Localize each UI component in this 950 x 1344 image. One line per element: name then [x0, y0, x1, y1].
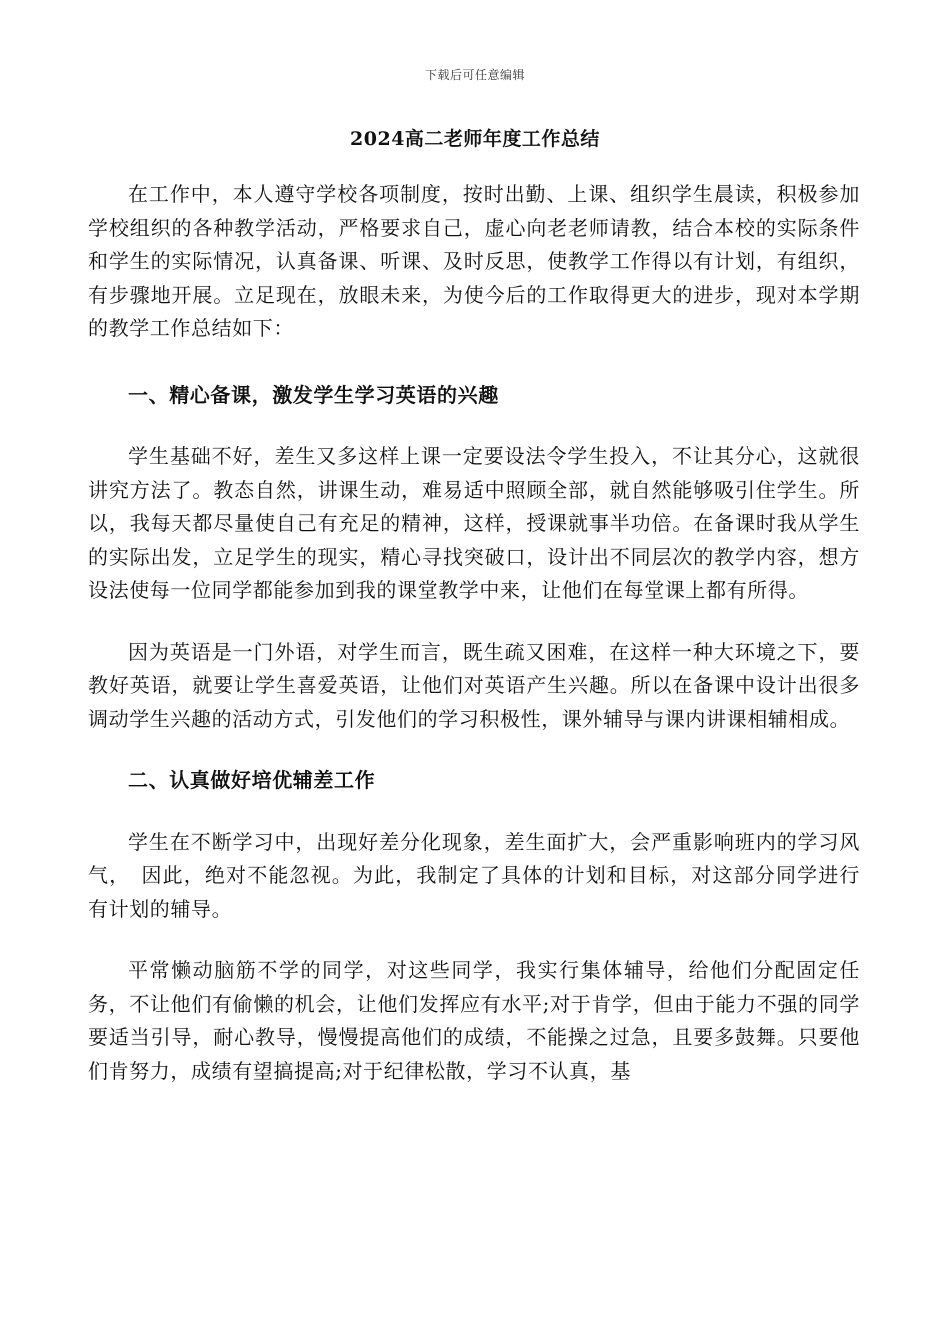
header-note: 下载后可任意编辑 — [424, 68, 525, 82]
document-title: 2024高二老师年度工作总结 — [350, 128, 600, 150]
intro-paragraph: 在工作中，本人遵守学校各项制度，按时出勤、上课、组织学生晨读，积极参加学校组织的各种教学活动，严格要求自己，虚心向老老师请教，结合本校的实际条件和学生的实际情况，认真备课、听课、及时反思，使教学工作得以有计划，有组织，有步骤地开展。立足现在，放眼未来，为使今后的工作取得更大的进步，现对本学期的教学工作总结如下： — [88, 182, 860, 340]
document-body — [88, 178, 860, 1088]
section-2-heading: 二、认真做好培优辅差工作 — [128, 768, 376, 792]
section-1-paragraph-1: 学生基础不好，差生又多这样上课一定要设法令学生投入，不让其分心，这就很讲究方法了。教态自然，讲课生动，难易适中照顾全部，就自然能够吸引住学生。所以，我每天都尽量使自己有充足的精神，这样，授课就事半功倍。在备课时我从学生的实际出发，立足学生的现实，精心寻找突破口，设计出不同层次的教学内容，想方设法使每一位同学都能参加到我的课堂教学中来，让他们在每堂课上都有所得。 — [88, 444, 860, 602]
section-2-paragraph-2: 平常懒动脑筋不学的同学，对这些同学，我实行集体辅导，给他们分配固定任务，不让他们有偷懒的机会，让他们发挥应有水平;对于肯学，但由于能力不强的同学要适当引导，耐心教导，慢慢提高他们的成绩，不能操之过急，且要多鼓舞。只要他们肯努力，成绩有望搞提高;对于纪律松散，学习不认真，基 — [88, 958, 860, 1083]
section-1-heading: 一、精心备课，激发学生学习英语的兴趣 — [128, 382, 499, 407]
section-2-paragraph-1: 学生在不断学习中，出现好差分化现象，差生面扩大，会严重影响班内的学习风气， 因此，绝对不能忽视。为此，我制定了具体的计划和目标，对这部分同学进行有计划的辅导。 — [88, 829, 860, 921]
section-1-paragraph-2: 因为英语是一门外语，对学生而言，既生疏又困难，在这样一种大环境之下，要教好英语，就要让学生喜爱英语，让他们对英语产生兴趣。所以在备课中设计出很多调动学生兴趣的活动方式，引发他们的学习积极性，课外辅导与课内讲课相辅相成。 — [88, 639, 860, 731]
